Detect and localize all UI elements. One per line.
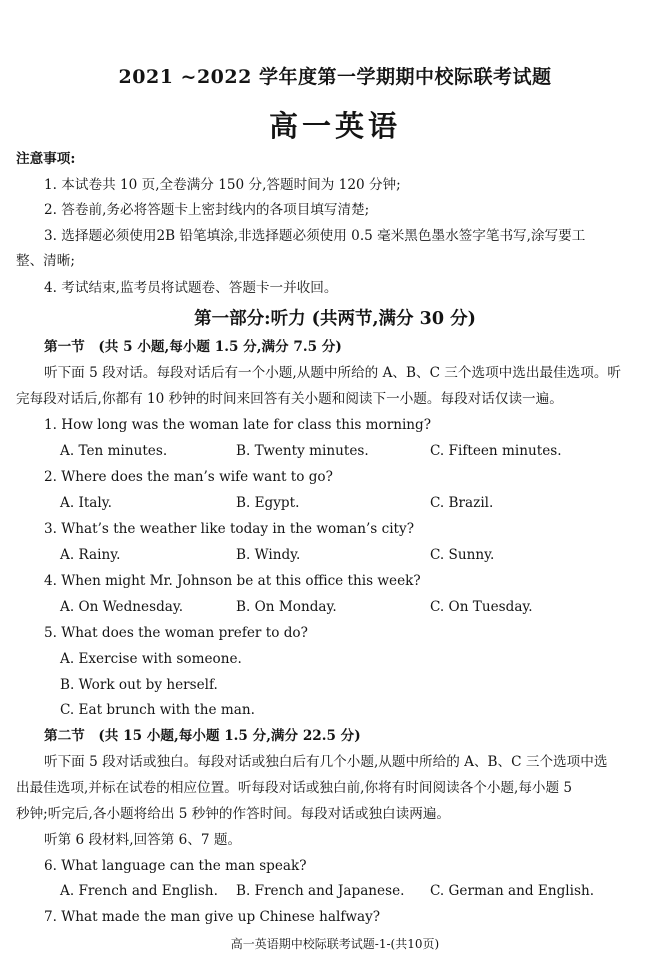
q4-option-c[interactable]: C. On Tuesday. [430, 599, 533, 615]
q1-option-c[interactable]: C. Fifteen minutes. [430, 443, 562, 459]
section1-instruction: 完每段对话后,你都有 10 秒钟的时间来回答有关小题和阅读下一小题。每段对话仅读一遍。 [16, 391, 563, 407]
subject-title: 高一英语 [268, 109, 401, 143]
section1-instruction: 听下面 5 段对话。每段对话后有一个小题,从题中所给的 A、B、C 三个选项中选出最佳选项。听 [44, 365, 622, 381]
q1-option-b[interactable]: B. Twenty minutes. [236, 443, 369, 459]
q6-option-a[interactable]: A. French and English. [60, 883, 218, 899]
question-3: 3. What’s the weather like today in the woman’s city? [44, 521, 414, 537]
question-1: 1. How long was the woman late for class this morning? [44, 417, 432, 433]
note-item: 2. 答卷前,务必将答题卡上密封线内的各项目填写清楚; [44, 202, 370, 218]
question-2: 2. Where does the man’s wife want to go? [44, 469, 333, 485]
section1-heading: 第一节 (共 5 小题,每小题 1.5 分,满分 7.5 分) [44, 339, 342, 355]
part1-title: 第一部分:听力 (共两节,满分 30 分) [194, 309, 476, 329]
question-5: 5. What does the woman prefer to do? [44, 625, 308, 641]
q6-option-b[interactable]: B. French and Japanese. [236, 883, 405, 899]
q3-option-a[interactable]: A. Rainy. [60, 547, 121, 563]
q2-option-a[interactable]: A. Italy. [60, 495, 112, 511]
question-4: 4. When might Mr. Johnson be at this office this week? [44, 573, 421, 589]
q5-option-a[interactable]: A. Exercise with someone. [60, 651, 242, 667]
q5-option-b[interactable]: B. Work out by herself. [60, 677, 218, 693]
q6-option-c[interactable]: C. German and English. [430, 883, 595, 899]
exam-title: 2021 ~2022 学年度第一学期期中校际联考试题 [118, 66, 552, 88]
section2-instruction: 听下面 5 段对话或独白。每段对话或独白后有几个小题,从题中所给的 A、B、C 三个选项中选 [44, 754, 608, 770]
material-instruction: 听第 6 段材料,回答第 6、7 题。 [44, 832, 242, 848]
q2-option-b[interactable]: B. Egypt. [236, 495, 300, 511]
question-6: 6. What language can the man speak? [44, 858, 307, 874]
section2-instruction: 秒钟;听完后,各小题将给出 5 秒钟的作答时间。每段对话或独白读两遍。 [16, 806, 451, 822]
note-item: 3. 选择题必须使用2B 铅笔填涂,非选择题必须使用 0.5 毫米黑色墨水签字笔书写,涂写要工 [44, 228, 586, 244]
page-footer: 高一英语期中校际联考试题-1-(共10页) [230, 937, 440, 951]
q2-option-c[interactable]: C. Brazil. [430, 495, 494, 511]
note-item: 整、清晰; [16, 253, 75, 269]
section2-heading: 第二节 (共 15 小题,每小题 1.5 分,满分 22.5 分) [44, 728, 361, 744]
q4-option-a[interactable]: A. On Wednesday. [60, 599, 184, 615]
section2-instruction: 出最佳选项,并标在试卷的相应位置。听每段对话或独白前,你将有时间阅读各个小题,每小题 5 [16, 780, 573, 796]
q1-option-a[interactable]: A. Ten minutes. [60, 443, 168, 459]
q4-option-b[interactable]: B. On Monday. [236, 599, 337, 615]
notes-heading: 注意事项: [16, 151, 76, 167]
q5-option-c[interactable]: C. Eat brunch with the man. [60, 702, 255, 718]
note-item: 1. 本试卷共 10 页,全卷满分 150 分,答题时间为 120 分钟; [44, 177, 401, 193]
question-7: 7. What made the man give up Chinese halfway? [44, 909, 381, 925]
note-item: 4. 考试结束,监考员将试题卷、答题卡一并收回。 [44, 280, 338, 296]
q3-option-b[interactable]: B. Windy. [236, 547, 301, 563]
q3-option-c[interactable]: C. Sunny. [430, 547, 495, 563]
